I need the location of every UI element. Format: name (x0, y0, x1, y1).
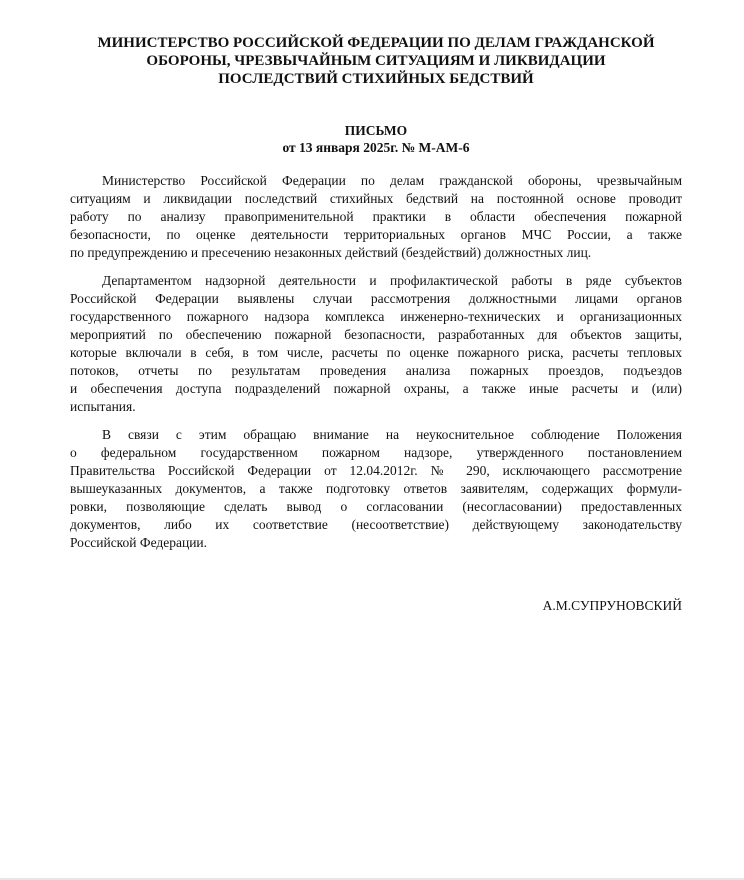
paragraph-line: Российской Федерации. (70, 535, 208, 550)
header-line: ОБОРОНЫ, ЧРЕЗВЫЧАЙНЫМ СИТУАЦИЯМ И ЛИКВИДАЦИИ (146, 53, 606, 69)
paragraph-2 (70, 272, 682, 416)
paragraph-line: которые включали в себя, в том числе, расчеты по оценке пожарного риска, расчеты тепловых (70, 345, 682, 360)
paragraph-line: ситуациям и ликвидации последствий стихийных бедствий на постоянной основе проводит (70, 191, 682, 206)
paragraph-line: испытания. (70, 399, 136, 414)
paragraph-line: Российской Федерации выявлены случаи рассмотрения должностными лицами органов (70, 291, 682, 306)
document-title-block (60, 122, 692, 156)
signature-name: А.М.СУПРУНОВСКИЙ (542, 598, 682, 613)
paragraph-line: потоков, отчеты по результатам проведения анализа пожарных проездов, подъездов (70, 363, 682, 378)
paragraph-line: по предупреждению и пресечению незаконных действий (бездействий) должностных лиц. (70, 245, 592, 260)
paragraph-line: безопасности, по оценке деятельности территориальных органов МЧС России, а также (70, 227, 682, 242)
paragraph-line: Правительства Российской Федерации от 12.04.2012г. № 290, исключающего рассмотрение (70, 463, 682, 478)
paragraph-1 (70, 172, 682, 262)
paragraph-line: государственного пожарного надзора комплекса инженерно-технических и организационных (70, 309, 682, 324)
header-line: ПОСЛЕДСТВИЙ СТИХИЙНЫХ БЕДСТВИЙ (218, 71, 534, 87)
paragraph-line: и обеспечения доступа подразделений пожарной охраны, а также иные расчеты и (или) (70, 381, 682, 396)
paragraph-line: о федеральном государственном пожарном надзоре, утвержденного постановлением (70, 445, 682, 460)
document-type: ПИСЬМО (344, 123, 408, 138)
paragraph-line: работу по анализу правоприменительной практики в области обеспечения пожарной (70, 209, 682, 224)
document-date-number: от 13 января 2025г. № М-АМ-6 (282, 140, 470, 155)
paragraph-line: мероприятий по обеспечению пожарной безопасности, разработанных для объектов защиты, (70, 327, 682, 342)
paragraph-line: ровки, позволяющие сделать вывод о согласовании (несогласовании) предоставленных (70, 499, 682, 514)
header-line: МИНИСТЕРСТВО РОССИЙСКОЙ ФЕДЕРАЦИИ ПО ДЕЛАМ ГРАЖДАНСКОЙ (97, 35, 655, 51)
paragraph-line: вышеуказанных документов, а также подготовку ответов заявителям, содержащих формули- (70, 481, 682, 496)
paragraph-line: Департаментом надзорной деятельности и профилактической работы в ряде субъектов (102, 273, 682, 288)
paragraph-3 (70, 426, 682, 552)
ministry-header (60, 34, 692, 88)
paragraph-line: В связи с этим обращаю внимание на неукоснительное соблюдение Положения (102, 427, 682, 442)
paragraph-line: документов, либо их соответствие (несоответствие) действующему законодательству (70, 517, 682, 532)
paragraph-line: Министерство Российской Федерации по делам гражданской обороны, чрезвычайным (102, 173, 682, 188)
